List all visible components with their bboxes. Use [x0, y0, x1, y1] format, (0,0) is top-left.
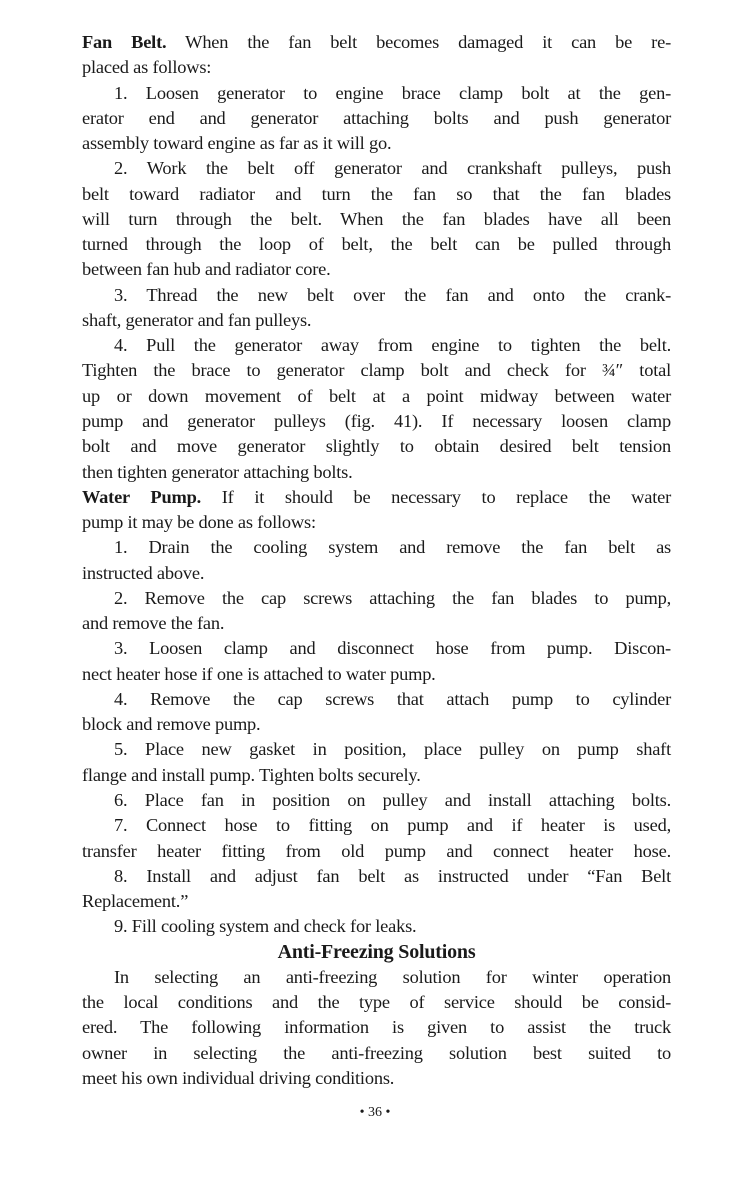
line-text: nect heater hose if one is attached to water pump.: [82, 663, 436, 684]
text-line: [82, 510, 671, 535]
line-text: 3. Thread the new belt over the fan and onto the crank-: [114, 284, 671, 305]
run-in-heading: Water Pump.: [82, 486, 202, 507]
text-line: [82, 839, 671, 864]
text-line: [82, 535, 671, 560]
text-line: [82, 889, 671, 914]
text-line: [82, 687, 671, 712]
text-line: [82, 207, 671, 232]
text-line: [82, 156, 671, 181]
line-text: If it should be necessary to replace the water: [201, 486, 671, 507]
line-text: up or down movement of belt at a point midway between water: [82, 385, 671, 406]
text-line: [82, 611, 671, 636]
text-line: [82, 232, 671, 257]
line-text: In selecting an anti-freezing solution for winter operation: [114, 966, 671, 987]
line-text: Tighten the brace to generator clamp bolt and check for ¾″ total: [82, 360, 671, 381]
text-line: [82, 409, 671, 434]
text-line: [82, 813, 671, 838]
text-line: [82, 965, 671, 990]
text-line: [82, 1015, 671, 1040]
document-page: [82, 30, 671, 1091]
text-line: [82, 384, 671, 409]
line-text: Anti-Freezing Solutions: [277, 940, 476, 963]
line-text: When the fan belt becomes damaged it can be re-: [166, 32, 671, 52]
text-line: [82, 662, 671, 687]
text-line: [82, 914, 671, 939]
line-text: 8. Install and adjust fan belt as instructed under “Fan Belt: [114, 865, 671, 886]
text-line: [82, 55, 671, 80]
text-line: [82, 788, 671, 813]
text-line: [82, 106, 671, 131]
section-heading: [82, 940, 671, 965]
line-text: Replacement.”: [82, 891, 189, 912]
text-line: [82, 763, 671, 788]
line-text: 1. Drain the cooling system and remove the fan belt as: [114, 537, 671, 558]
line-text: pump and generator pulleys (fig. 41). If necessary loosen clamp: [82, 410, 671, 431]
text-line: [82, 485, 671, 510]
page-number: • 36 •: [359, 1105, 391, 1120]
line-text: ered. The following information is given to assist the truck: [82, 1017, 671, 1038]
text-line: [82, 182, 671, 207]
line-text: instructed above.: [82, 562, 205, 583]
text-line: [82, 460, 671, 485]
line-text: pump it may be done as follows:: [82, 512, 316, 533]
line-text: and remove the fan.: [82, 613, 225, 634]
text-line: [82, 990, 671, 1015]
text-line: [82, 434, 671, 459]
line-text: meet his own individual driving conditions.: [82, 1067, 395, 1088]
text-line: [82, 283, 671, 308]
line-text: 2. Remove the cap screws attaching the fan blades to pump,: [114, 587, 671, 608]
text-line: [82, 131, 671, 156]
line-text: the local conditions and the type of service should be consid-: [82, 992, 671, 1013]
text-line: [82, 1066, 671, 1091]
line-text: then tighten generator attaching bolts.: [82, 461, 353, 482]
text-line: [82, 561, 671, 586]
text-line: [82, 30, 671, 55]
line-text: transfer heater fitting from old pump and connect heater hose.: [82, 840, 671, 861]
line-text: bolt and move generator slightly to obtain desired belt tension: [82, 436, 671, 457]
line-text: block and remove pump.: [82, 714, 261, 735]
run-in-heading: Fan Belt.: [82, 32, 167, 52]
line-text: assembly toward engine as far as it will go.: [82, 133, 392, 154]
text-line: [82, 81, 671, 106]
line-text: 2. Work the belt off generator and crankshaft pulleys, push: [114, 158, 671, 179]
line-text: 6. Place fan in position on pulley and install attaching bolts.: [114, 789, 671, 810]
line-text: 4. Remove the cap screws that attach pump to cylinder: [114, 688, 671, 709]
line-text: will turn through the belt. When the fan blades have all been: [82, 208, 671, 229]
line-text: 7. Connect hose to fitting on pump and if heater is used,: [114, 815, 671, 836]
text-line: [82, 333, 671, 358]
text-line: [82, 257, 671, 282]
line-text: 9. Fill cooling system and check for leaks.: [114, 916, 417, 937]
line-text: erator end and generator attaching bolts and push generator: [82, 107, 671, 128]
text-line: [82, 737, 671, 762]
text-line: [82, 864, 671, 889]
line-text: between fan hub and radiator core.: [82, 259, 331, 280]
line-text: placed as follows:: [82, 57, 212, 78]
line-text: 4. Pull the generator away from engine to tighten the belt.: [114, 335, 671, 356]
text-line: [82, 636, 671, 661]
line-text: 1. Loosen generator to engine brace clamp bolt at the gen-: [114, 82, 671, 103]
text-line: [82, 1041, 671, 1066]
line-text: owner in selecting the anti-freezing solution best suited to: [82, 1042, 671, 1063]
text-line: [82, 308, 671, 333]
text-line: [82, 358, 671, 383]
line-text: flange and install pump. Tighten bolts securely.: [82, 764, 421, 785]
line-text: 5. Place new gasket in position, place pulley on pump shaft: [114, 739, 671, 760]
line-text: turned through the loop of belt, the belt can be pulled through: [82, 234, 671, 255]
line-text: 3. Loosen clamp and disconnect hose from pump. Discon-: [114, 638, 671, 659]
text-line: [82, 712, 671, 737]
text-line: [82, 586, 671, 611]
line-text: belt toward radiator and turn the fan so that the fan blades: [82, 183, 671, 204]
line-text: shaft, generator and fan pulleys.: [82, 309, 312, 330]
